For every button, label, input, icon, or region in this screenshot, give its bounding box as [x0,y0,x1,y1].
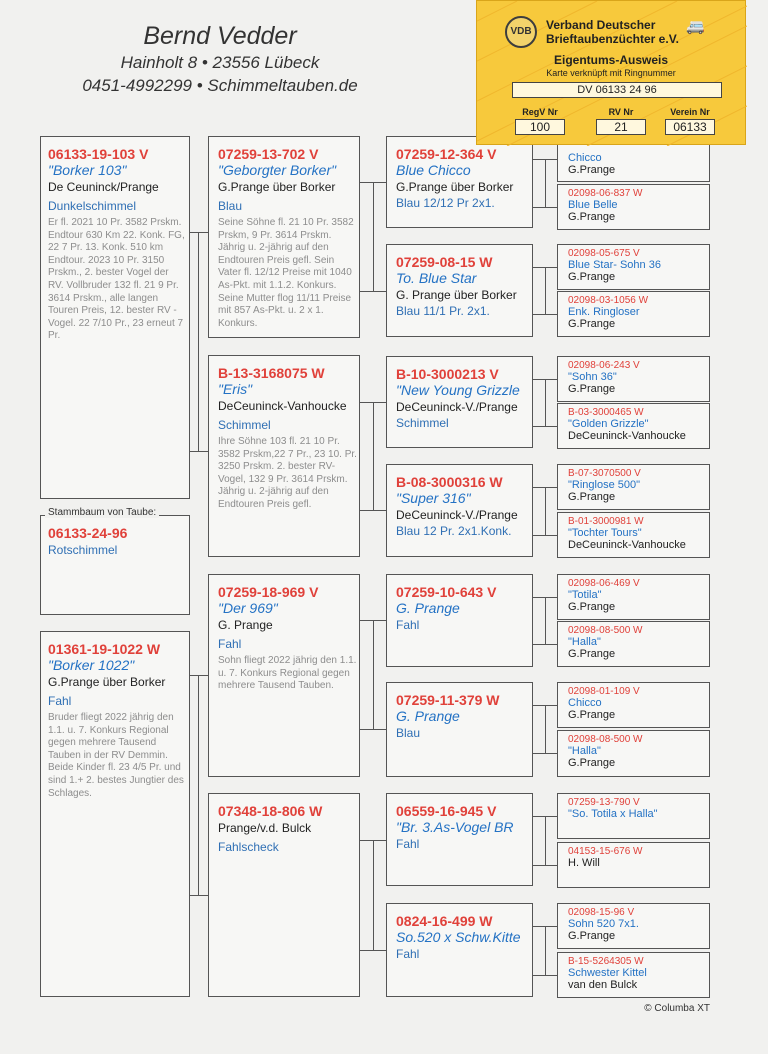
ancestor-card [557,842,710,888]
breeder-contact: 0451-4992299 • Schimmeltauben.de [82,76,358,95]
breeder: G.Prange [568,601,616,613]
great-grandparent-card [386,464,533,557]
ancestor-card [557,244,710,290]
verein-value: 06133 [665,119,715,135]
rv-value: 21 [596,119,646,135]
pigeon-name: "Totila" [568,589,602,601]
ring-number: 04153-15-676 W [568,846,643,857]
connector-line [545,816,546,866]
rv-label: RV Nr [608,107,634,117]
breeder: G.Prange über Borker [48,675,166,689]
association-logo: VDB [505,16,537,48]
breeder: G.Prange [568,271,616,283]
card-title: Eigentums-Ausweis [553,53,669,67]
pigeon-color: Fahl [396,837,420,851]
pigeon-color: Fahl [48,694,72,708]
ancestor-card [557,184,710,230]
ring-number: B-10-3000213 V [396,366,499,382]
ring-number: 02098-05-675 V [568,248,640,259]
ring-number: B-13-3168075 W [218,365,325,381]
pigeon-name: "Halla" [568,636,601,648]
ring-number: B-03-3000465 W [568,407,644,418]
great-grandparent-card [386,903,533,997]
pigeon-name: "Eris" [218,381,253,397]
ring-number: 07259-18-969 V [218,584,319,600]
pigeon-name: "Super 316" [396,490,471,506]
pigeon-name: "New Young Grizzle [396,382,520,398]
pigeon-color: Schimmel [396,416,449,430]
ring-number: 02098-08-500 W [568,625,643,636]
ancestor-card [557,952,710,998]
connector-line [545,267,546,315]
breeder: G. Prange [218,618,273,632]
mother-card [40,631,190,997]
card-subtitle: Karte verknüpft mit Ringnummer [546,68,676,78]
pigeon-name: "Ringlose 500" [568,479,641,491]
pedigree-label: Stammbaum von Taube: [45,507,159,518]
pigeon-color: Blau 12 Pr. 2x1.Konk. [396,524,512,538]
connector-line [373,620,374,730]
connector-line [190,451,208,452]
connector-line [198,675,199,896]
breeder: DeCeuninck-Vanhoucke [568,430,686,442]
pigeon-name: "Halla" [568,745,601,757]
pigeon-color: Fahl [396,618,420,632]
ancestor-card [557,793,710,839]
ancestor-card [557,403,710,449]
connector-line [545,159,546,208]
breeder: DeCeuninck-V./Prange [396,400,518,414]
pigeon-name: So.520 x Schw.Kitte [396,929,521,945]
great-grandparent-card [386,574,533,667]
pigeon-name: "Golden Grizzle" [568,418,649,430]
ancestor-card [557,903,710,949]
breeder-address: Hainholt 8 • 23556 Lübeck [120,53,320,72]
ring-number: 0824-16-499 W [396,913,493,929]
ancestor-card [557,291,710,337]
pigeon-name: Chicco [568,152,602,164]
ring-number: 06133-19-103 V [48,146,149,162]
ring-number: 02098-03-1056 W [568,295,649,306]
pigeon-color: Fahl [396,947,420,961]
pigeon-name: "Br. 3.As-Vogel BR [396,819,514,835]
grandparent-card [208,136,360,338]
pigeon-color: Fahl [218,637,242,651]
connector-line [373,402,374,511]
great-grandparent-card [386,793,533,886]
regv-label: RegV Nr [522,107,558,117]
connector-line [198,232,199,452]
subject-ring: 06133-24-96 [48,525,128,541]
ancestor-card [557,682,710,728]
connector-line [545,705,546,754]
pigeon-name: "So. Totila x Halla" [568,808,658,820]
breeder: G.Prange [568,757,616,769]
connector-line [373,840,374,951]
breeder: G.Prange [568,211,616,223]
connector-line [190,895,208,896]
connector-line [545,926,546,976]
pigeon-color: Blau 11/1 Pr. 2x1. [396,304,490,318]
ring-number: 07259-11-379 W [396,692,500,708]
pigeon-name: Blue Star- Sohn 36 [568,259,661,271]
connector-line [545,597,546,645]
pigeon-color: Blau [218,199,243,213]
ancestor-card [557,730,710,777]
ring-number: 01361-19-1022 W [48,641,161,657]
performance-note: Seine Söhne fl. 21 10 Pr. 3582 Prskm, 9 Pr. 3614 Prskm. Jährig u. 2-jährig auf den Endtouren Preis gefl. Sein Vater fl. 12/12 Preise mit 1040 As-Pkt. mit 1.1.2. Konkurs. Seine Mutter flog 11/11 Preise mit 857 As-Pkt. u. 2 x 1. Konkurs. [218,217,354,329]
connector-line [190,232,208,233]
pigeon-color: Blau 12/12 Pr 2x1. [396,196,495,210]
connector-line [373,182,374,292]
pigeon-name: To. Blue Star [396,270,477,286]
ring-number: 07259-13-702 V [218,146,319,162]
ring-number: 02098-06-837 W [568,188,643,199]
verein-label: Verein Nr [670,107,710,117]
copyright: © Columba XT [644,1003,710,1014]
grandparent-card [208,793,360,997]
ancestor-card [557,574,710,620]
pigeon-name: G. Prange [396,708,460,724]
great-grandparent-card [386,244,533,337]
performance-note: Er fl. 2021 10 Pr. 3582 Prskm. Endtour 630 Km 22. Konk. FG, 22 7 Pr. 13. Konk. 510 km Endtour. 2023 10 Pr. 3150 Prskm., 2. bester Vogel der RV. Vollbruder 132 fl. 21 9 Pr. 3614 Prskm., alle langen Touren Preis, 12. bester RV -Vogel. 22 7/10 Pr., 23 erneut 7 Pr. [48,217,185,342]
breeder: G.Prange [568,164,616,176]
great-grandparent-card [386,356,533,448]
breeder: DeCeuninck-Vanhoucke [568,539,686,551]
breeder: G.Prange [568,648,616,660]
ancestor-card [557,512,710,558]
pigeon-name: G. Prange [396,600,460,616]
performance-note: Ihre Söhne 103 fl. 21 10 Pr. 3582 Prskm,22 7 Pr., 23 10. Pr. 3250 Prskm. 2. bester RV-Vogel, 132 9 Pr. 3614 Prskm. Jährig u. 2-jährig auf den Endtouren Preis gefl. [218,436,357,510]
pigeon-name: Schwester Kittel [568,967,647,979]
breeder: G.Prange [568,318,616,330]
ring-number: 02098-01-109 V [568,686,640,697]
grandparent-card [208,355,360,557]
subject-card [40,515,190,615]
breeder: van den Bulck [568,979,638,991]
ring-number: 07259-08-15 W [396,254,493,270]
great-grandparent-card [386,682,533,777]
breeder: G.Prange [568,930,616,942]
breeder: De Ceuninck/Prange [48,180,159,194]
ring-number: 02098-15-96 V [568,907,635,918]
connector-line [545,487,546,536]
breeder: G. Prange über Borker [396,288,517,302]
ring-number: 07259-13-790 V [568,797,640,808]
connector-line [545,379,546,427]
ring-number: 07259-12-364 V [396,146,497,162]
pigeon-name: "Sohn 36" [568,371,617,383]
breeder: DeCeuninck-Vanhoucke [218,399,347,413]
ring-number: B-01-3000981 W [568,516,644,527]
breeder: G.Prange [568,383,616,395]
breeder: G.Prange über Borker [396,180,514,194]
pigeon-color: Dunkelschimmel [48,199,137,213]
pigeon-color: Blau [396,726,421,740]
breeder: DeCeuninck-V./Prange [396,508,518,522]
performance-note: Sohn fliegt 2022 jährig den 1.1. u. 7. Konkurs Regional gegen mehrere Tausend Tauben. [218,655,357,692]
ring-number: 07259-10-643 V [396,584,497,600]
breeder: H. Will [568,857,600,869]
pigeon-color: Schimmel [218,418,271,432]
breeder: Prange/v.d. Bulck [218,821,312,835]
ring-number: B-15-5264305 W [568,956,644,967]
ring-number: 02098-08-500 W [568,734,643,745]
regv-value: 100 [515,119,565,135]
ring-field: DV 06133 24 96 [512,82,722,98]
ancestor-card [557,621,710,667]
father-card [40,136,190,499]
pigeon-name: Sohn 520 7x1. [568,918,639,930]
ring-number: B-07-3070500 V [568,468,641,479]
ring-number: 06559-16-945 V [396,803,497,819]
connector-line [190,675,208,676]
pigeon-name: "Borker 1022" [48,657,135,673]
association-line2: Brieftaubenzüchter e.V. [546,32,679,46]
pigeon-name: Enk. Ringloser [568,306,640,318]
pigeon-name: "Tochter Tours" [568,527,642,539]
ring-number: 07348-18-806 W [218,803,323,819]
ancestor-card [557,464,710,510]
car-icon: 🚐 [686,18,705,35]
ancestor-card [557,356,710,402]
breeder: G.Prange [568,491,616,503]
pigeon-color: Fahlscheck [218,840,279,854]
subject-color: Rotschimmel [48,543,118,557]
ring-number: 02098-06-243 V [568,360,640,371]
pigeon-name: Blue Belle [568,199,618,211]
pigeon-name: "Der 969" [218,600,278,616]
pigeon-name: Blue Chicco [396,162,471,178]
association-name [546,18,679,46]
grandparent-card [208,574,360,777]
pigeon-name: "Geborgter Borker" [218,162,337,178]
breeder-name: Bernd Vedder [143,22,297,50]
ring-number: 02098-06-469 V [568,578,640,589]
great-grandparent-card [386,136,533,228]
performance-note: Bruder fliegt 2022 jährig den 1.1. u. 7. Konkurs Regional gegen mehrere Tausend Tauben in der RV Demmin. Beide Kinder fl. 23 4/5 Pr. und sind 1.+ 2. bestes Jungtier des Schlages. [48,712,184,799]
breeder: G.Prange über Borker [218,180,336,194]
pigeon-name: Chicco [568,697,602,709]
pigeon-name: "Borker 103" [48,162,127,178]
breeder: G.Prange [568,709,616,721]
association-line1: Verband Deutscher [546,18,656,32]
ring-number: B-08-3000316 W [396,474,503,490]
